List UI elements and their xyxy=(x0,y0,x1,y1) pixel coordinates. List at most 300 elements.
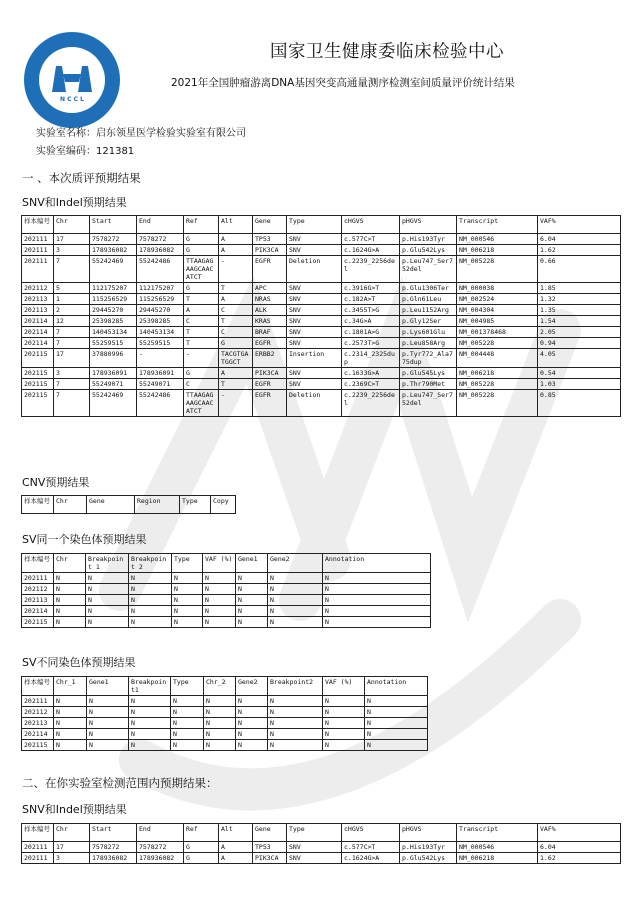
table-cell: 7578272 xyxy=(90,234,137,245)
table-cell: N xyxy=(236,696,268,707)
table-cell: 178936091 xyxy=(137,368,184,379)
table-cell: 202112 xyxy=(22,283,54,294)
column-header: Chr_2 xyxy=(204,677,236,696)
table-cell: T xyxy=(184,338,219,349)
table-cell: TACGTGATGGCT xyxy=(219,349,253,368)
table-row xyxy=(22,707,428,718)
column-header: Breakpoint2 xyxy=(268,677,323,696)
table-cell: 29445270 xyxy=(137,305,184,316)
table-cell: N xyxy=(268,573,323,584)
table-cell: N xyxy=(268,696,323,707)
table-cell: N xyxy=(86,617,129,628)
table-cell: A xyxy=(219,842,253,853)
column-header: Type xyxy=(287,824,342,842)
table-cell: N xyxy=(86,595,129,606)
table-cell: PIK3CA xyxy=(253,245,287,256)
table-cell: C xyxy=(219,305,253,316)
table-cell: 202115 xyxy=(22,349,54,368)
table-cell: N xyxy=(236,707,268,718)
table-cell: 1.35 xyxy=(538,305,621,316)
table-cell: C xyxy=(219,327,253,338)
table-cell: NM_004985 xyxy=(457,316,538,327)
table-cell: N xyxy=(171,696,204,707)
table-cell: p.Glu542Lys xyxy=(400,245,457,256)
table-cell: 202113 xyxy=(22,305,54,316)
table-cell: ALK xyxy=(253,305,287,316)
table-cell: 0.94 xyxy=(538,338,621,349)
column-header: 样本编号 xyxy=(22,677,54,696)
table-cell: N xyxy=(54,595,86,606)
table-cell: 1.85 xyxy=(538,283,621,294)
table-cell: 17 xyxy=(54,349,90,368)
column-header: Type xyxy=(171,677,204,696)
table-cell: T xyxy=(219,379,253,390)
table-cell: NM_006218 xyxy=(457,368,538,379)
table-cell: N xyxy=(323,573,431,584)
table-cell: N xyxy=(129,696,171,707)
table-cell: 202115 xyxy=(22,617,54,628)
table-row xyxy=(22,390,621,417)
table-cell: 55242469 xyxy=(90,390,137,417)
table-header-row xyxy=(22,496,236,514)
table-cell: TTAAGAGAAGCAACATCT xyxy=(184,390,219,417)
table-cell: 5 xyxy=(54,283,90,294)
table-cell: N xyxy=(172,606,203,617)
table-row xyxy=(22,256,621,283)
cnv-table xyxy=(21,495,236,514)
table-cell: 7 xyxy=(54,256,90,283)
table-cell: 3 xyxy=(54,853,90,864)
table-cell: 7578272 xyxy=(137,234,184,245)
table-cell: SNV xyxy=(287,305,342,316)
table-cell: c.34G>A xyxy=(342,316,400,327)
table-cell: 202111 xyxy=(22,256,54,283)
table-cell: 12 xyxy=(54,316,90,327)
section-2-heading: 二、在你实验室检测范围内预期结果： xyxy=(22,776,218,790)
snv-indel-heading-2: SNV和Indel预期结果 xyxy=(22,803,127,816)
table-cell: N xyxy=(323,707,365,718)
table-cell: N xyxy=(172,584,203,595)
table-cell: 7 xyxy=(54,327,90,338)
table-cell: p.Leu1152Arg xyxy=(400,305,457,316)
table-cell: T xyxy=(219,283,253,294)
snv-indel-table xyxy=(21,215,621,417)
table-cell: c.182A>T xyxy=(342,294,400,305)
table-cell: A xyxy=(219,245,253,256)
table-cell: N xyxy=(268,617,323,628)
column-header: Chr_1 xyxy=(54,677,87,696)
table-cell: 55249071 xyxy=(137,379,184,390)
table-row xyxy=(22,573,431,584)
table-row xyxy=(22,245,621,256)
table-cell: NM_006218 xyxy=(457,245,538,256)
table-header-row xyxy=(22,824,621,842)
table-cell: N xyxy=(54,606,86,617)
table-cell: NM_000038 xyxy=(457,283,538,294)
table-cell: 3 xyxy=(54,245,90,256)
table-cell: 6.04 xyxy=(538,234,621,245)
table-cell: T xyxy=(184,294,219,305)
table-cell: N xyxy=(365,718,428,729)
column-header: Chr xyxy=(54,824,90,842)
table-cell: N xyxy=(129,595,172,606)
table-cell: TP53 xyxy=(253,234,287,245)
column-header: Ref xyxy=(184,824,219,842)
table-cell: EGFR xyxy=(253,338,287,349)
table-cell: c.1624G>A xyxy=(342,245,400,256)
column-header: End xyxy=(137,216,184,234)
table-cell: SNV xyxy=(287,294,342,305)
column-header: Breakpoint 2 xyxy=(129,554,172,573)
table-cell: NM_005228 xyxy=(457,390,538,417)
table-cell: p.Leu747_Ser752del xyxy=(400,256,457,283)
table-cell: N xyxy=(365,696,428,707)
column-header: Type xyxy=(287,216,342,234)
table-cell: N xyxy=(86,573,129,584)
table-cell: N xyxy=(323,729,365,740)
sv-same-chromosome-table xyxy=(21,553,431,628)
table-cell: EGFR xyxy=(253,256,287,283)
column-header: Breakpoint1 xyxy=(129,677,171,696)
table-cell: 202115 xyxy=(22,379,54,390)
table-cell: N xyxy=(236,617,268,628)
table-cell: 1 xyxy=(54,294,90,305)
table-cell: - xyxy=(184,349,219,368)
table-cell: 37880996 xyxy=(90,349,137,368)
table-row xyxy=(22,338,621,349)
table-cell: C xyxy=(184,379,219,390)
table-cell: N xyxy=(203,617,236,628)
table-cell: N xyxy=(87,718,129,729)
sv-different-chromosome-heading: SV不同染色体预期结果 xyxy=(22,656,136,669)
table-cell: 202111 xyxy=(22,842,54,853)
table-cell: 202111 xyxy=(22,573,54,584)
table-cell: NM_004304 xyxy=(457,305,538,316)
column-header: Chr xyxy=(54,554,86,573)
table-cell: NM_002524 xyxy=(457,294,538,305)
table-cell: NM_005228 xyxy=(457,338,538,349)
table-cell: 29445270 xyxy=(90,305,137,316)
table-cell: N xyxy=(87,729,129,740)
table-cell: 178936082 xyxy=(137,245,184,256)
table-row xyxy=(22,853,621,864)
table-cell: N xyxy=(236,595,268,606)
column-header: Chr xyxy=(54,496,87,514)
column-header: cHGVS xyxy=(342,216,400,234)
table-cell: 3 xyxy=(54,368,90,379)
table-cell: N xyxy=(87,696,129,707)
table-row xyxy=(22,283,621,294)
table-cell: p.Lys601Glu xyxy=(400,327,457,338)
table-cell: NM_000546 xyxy=(457,234,538,245)
table-cell: N xyxy=(365,729,428,740)
table-cell: 202113 xyxy=(22,718,54,729)
table-cell: N xyxy=(204,729,236,740)
table-cell: N xyxy=(54,696,87,707)
table-row xyxy=(22,718,428,729)
table-cell: 178936082 xyxy=(137,853,184,864)
column-header: Type xyxy=(180,496,211,514)
table-cell: c.1624G>A xyxy=(342,853,400,864)
table-cell: N xyxy=(171,740,204,751)
column-header: VAF (%) xyxy=(203,554,236,573)
column-header: VAF% xyxy=(538,216,621,234)
table-cell: 7 xyxy=(54,390,90,417)
table-cell: - xyxy=(219,390,253,417)
cnv-heading: CNV预期结果 xyxy=(22,476,90,489)
table-cell: 25398285 xyxy=(137,316,184,327)
table-cell: A xyxy=(184,305,219,316)
table-cell: 55259515 xyxy=(137,338,184,349)
column-header: Annotation xyxy=(323,554,431,573)
column-header: VAF% xyxy=(538,824,621,842)
column-header: End xyxy=(137,824,184,842)
column-header: 样本编号 xyxy=(22,824,54,842)
table-cell: N xyxy=(268,729,323,740)
table-cell: p.Leu747_Ser752del xyxy=(400,390,457,417)
table-cell: 178936091 xyxy=(90,368,137,379)
table-cell: BRAF xyxy=(253,327,287,338)
table-cell: 55242486 xyxy=(137,390,184,417)
table-cell: N xyxy=(236,740,268,751)
table-cell: 17 xyxy=(54,842,90,853)
table-cell: Deletion xyxy=(287,256,342,283)
table-cell: 55249071 xyxy=(90,379,137,390)
table-cell: C xyxy=(184,316,219,327)
table-cell: 1.62 xyxy=(538,853,621,864)
table-cell: N xyxy=(172,617,203,628)
table-cell: N xyxy=(171,707,204,718)
column-header: Alt xyxy=(219,824,253,842)
column-header: VAF (%) xyxy=(323,677,365,696)
table-cell: 1.32 xyxy=(538,294,621,305)
page-subtitle: 2021年全国肿瘤游离DNA基因突变高通量测序检测室间质量评价统计结果 xyxy=(171,77,515,89)
table-cell: N xyxy=(268,718,323,729)
table-cell: N xyxy=(268,606,323,617)
table-cell: N xyxy=(323,740,365,751)
table-cell: TP53 xyxy=(253,842,287,853)
table-cell: N xyxy=(268,584,323,595)
table-cell: p.Glu1306Ter xyxy=(400,283,457,294)
table-row xyxy=(22,617,431,628)
table-cell: 202111 xyxy=(22,853,54,864)
table-cell: A xyxy=(219,368,253,379)
table-cell: PIK3CA xyxy=(253,368,287,379)
table-row xyxy=(22,368,621,379)
table-cell: A xyxy=(219,294,253,305)
table-row xyxy=(22,696,428,707)
table-cell: p.Glu542Lys xyxy=(400,853,457,864)
table-cell: NM_004448 xyxy=(457,349,538,368)
table-cell: 202113 xyxy=(22,294,54,305)
table-cell: N xyxy=(268,707,323,718)
table-cell: SNV xyxy=(287,245,342,256)
svg-text:N C C L: N C C L xyxy=(60,96,84,103)
table-cell: 202114 xyxy=(22,338,54,349)
table-cell: c.2573T>G xyxy=(342,338,400,349)
table-cell: PIK3CA xyxy=(253,853,287,864)
table-cell: N xyxy=(86,606,129,617)
table-cell: 0.54 xyxy=(538,368,621,379)
table-cell: N xyxy=(268,740,323,751)
table-cell: TTAAGAGAAGCAACATCT xyxy=(184,256,219,283)
table-cell: N xyxy=(171,729,204,740)
column-header: Copy xyxy=(211,496,236,514)
column-header: Gene1 xyxy=(236,554,268,573)
table-cell: T xyxy=(219,316,253,327)
table-row xyxy=(22,294,621,305)
table-cell: N xyxy=(129,617,172,628)
table-cell: N xyxy=(204,740,236,751)
snv-indel-heading: SNV和Indel预期结果 xyxy=(22,196,127,209)
table-cell: SNV xyxy=(287,853,342,864)
table-cell: c.577C>T xyxy=(342,842,400,853)
table-cell: 2.05 xyxy=(538,327,621,338)
table-cell: - xyxy=(137,349,184,368)
column-header: Gene xyxy=(253,824,287,842)
table-cell: G xyxy=(184,368,219,379)
table-cell: 1.54 xyxy=(538,316,621,327)
table-cell: NM_000546 xyxy=(457,842,538,853)
table-cell: 140453134 xyxy=(137,327,184,338)
table-cell: 202111 xyxy=(22,234,54,245)
column-header: pHGVS xyxy=(400,216,457,234)
table-cell: p.Gln61Leu xyxy=(400,294,457,305)
table-cell: 202113 xyxy=(22,595,54,606)
table-cell: c.3455T>G xyxy=(342,305,400,316)
table-cell: N xyxy=(203,606,236,617)
table-cell: Insertion xyxy=(287,349,342,368)
table-cell: 55242486 xyxy=(137,256,184,283)
table-cell: N xyxy=(129,707,171,718)
table-cell: 202115 xyxy=(22,390,54,417)
table-cell: N xyxy=(54,584,86,595)
table-cell: T xyxy=(184,327,219,338)
table-cell: c.1633G>A xyxy=(342,368,400,379)
table-row xyxy=(22,606,431,617)
table-cell: NM_005228 xyxy=(457,379,538,390)
table-cell: 178936082 xyxy=(90,853,137,864)
table-cell: A xyxy=(219,234,253,245)
column-header: Start xyxy=(90,216,137,234)
table-cell: G xyxy=(184,283,219,294)
table-cell: N xyxy=(203,584,236,595)
table-cell: N xyxy=(129,584,172,595)
table-cell: NM_001378468 xyxy=(457,327,538,338)
table-cell: c.2314_2325dup xyxy=(342,349,400,368)
table-row xyxy=(22,842,621,853)
table-row xyxy=(22,305,621,316)
table-cell: N xyxy=(172,573,203,584)
table-cell: A xyxy=(219,853,253,864)
table-row xyxy=(22,379,621,390)
column-header: 样本编号 xyxy=(22,496,54,514)
column-header: Breakpoint 1 xyxy=(86,554,129,573)
table-cell: N xyxy=(129,573,172,584)
table-cell: N xyxy=(323,617,431,628)
table-cell: SNV xyxy=(287,338,342,349)
table-cell: 25398285 xyxy=(90,316,137,327)
table-cell: 0.85 xyxy=(538,390,621,417)
table-row xyxy=(22,316,621,327)
table-cell: N xyxy=(236,573,268,584)
table-cell: N xyxy=(204,707,236,718)
table-cell: 17 xyxy=(54,234,90,245)
column-header: Alt xyxy=(219,216,253,234)
table-row xyxy=(22,584,431,595)
lab-code: 实验室编码：121381 xyxy=(36,146,135,157)
table-cell: 55242469 xyxy=(90,256,137,283)
table-cell: 202114 xyxy=(22,327,54,338)
table-cell: c.2369C>T xyxy=(342,379,400,390)
column-header: Chr xyxy=(54,216,90,234)
table-cell: 112175207 xyxy=(90,283,137,294)
table-cell: N xyxy=(268,595,323,606)
column-header: Annotation xyxy=(365,677,428,696)
table-cell: N xyxy=(54,718,87,729)
table-cell: 2 xyxy=(54,305,90,316)
table-cell: N xyxy=(172,595,203,606)
table-cell: N xyxy=(236,606,268,617)
table-cell: SNV xyxy=(287,234,342,245)
table-cell: p.Gly12Ser xyxy=(400,316,457,327)
table-cell: N xyxy=(323,606,431,617)
table-row xyxy=(22,740,428,751)
table-cell: N xyxy=(365,740,428,751)
table-cell: N xyxy=(129,740,171,751)
section-1-heading: 一 、本次质评预期结果 xyxy=(22,171,141,185)
table-cell: 7 xyxy=(54,338,90,349)
column-header: 样本编号 xyxy=(22,216,54,234)
table-cell: N xyxy=(204,696,236,707)
table-cell: SNV xyxy=(287,379,342,390)
sv-different-chromosome-table xyxy=(21,676,428,751)
table-row xyxy=(22,234,621,245)
lab-name: 实验室名称：启东领星医学检验实验室有限公司 xyxy=(36,128,246,139)
table-cell: p.His193Tyr xyxy=(400,234,457,245)
column-header: Transcript xyxy=(457,216,538,234)
table-cell: SNV xyxy=(287,316,342,327)
table-cell: G xyxy=(184,234,219,245)
table-cell: N xyxy=(236,584,268,595)
column-header: cHGVS xyxy=(342,824,400,842)
table-cell: Deletion xyxy=(287,390,342,417)
table-cell: c.2239_2256del xyxy=(342,390,400,417)
table-cell: N xyxy=(323,595,431,606)
table-cell: N xyxy=(236,718,268,729)
table-row xyxy=(22,327,621,338)
table-cell: 202115 xyxy=(22,368,54,379)
table-cell: N xyxy=(203,573,236,584)
table-cell: 115256529 xyxy=(137,294,184,305)
column-header: Gene1 xyxy=(87,677,129,696)
table-cell: N xyxy=(323,718,365,729)
table-cell: EGFR xyxy=(253,379,287,390)
table-cell: N xyxy=(365,707,428,718)
table-cell: N xyxy=(323,584,431,595)
table-cell: N xyxy=(129,718,171,729)
table-cell: G xyxy=(184,853,219,864)
table-cell: N xyxy=(236,729,268,740)
table-cell: N xyxy=(87,707,129,718)
table-cell: NM_006218 xyxy=(457,853,538,864)
table-cell: 140453134 xyxy=(90,327,137,338)
column-header: Ref xyxy=(184,216,219,234)
column-header: Gene2 xyxy=(268,554,323,573)
table-cell: 202111 xyxy=(22,696,54,707)
table-cell: SNV xyxy=(287,368,342,379)
column-header: Type xyxy=(172,554,203,573)
